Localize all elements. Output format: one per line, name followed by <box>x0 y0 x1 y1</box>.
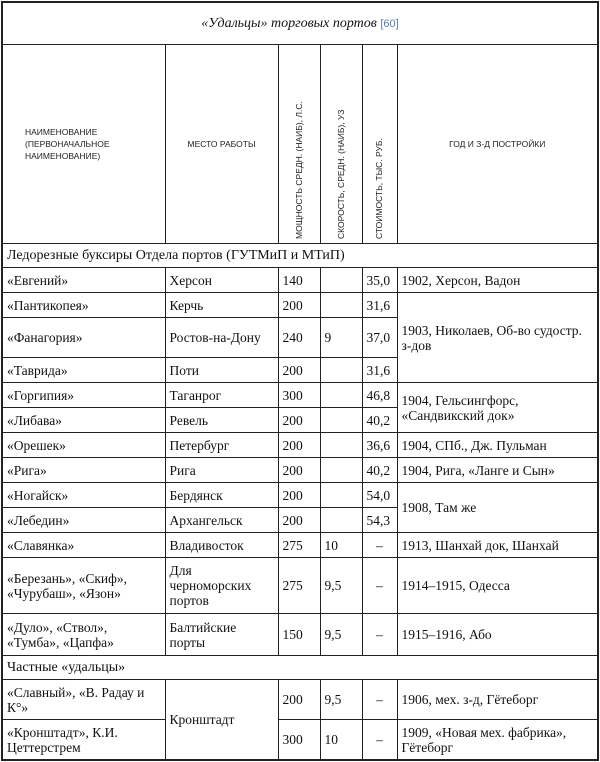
cell-year: 1902, Херсон, Вадон <box>397 268 597 293</box>
cell-speed: 9,5 <box>320 614 362 656</box>
table-row <box>3 614 597 656</box>
cell-speed: 9,5 <box>320 680 362 720</box>
cell-speed <box>320 408 362 433</box>
document <box>1 1 599 761</box>
header-row <box>3 45 597 244</box>
cell-year: 1906, мех. з-д, Гётеборг <box>397 680 597 720</box>
cell-year: 1913, Шанхай док, Шанхай <box>397 533 597 558</box>
cell-year: 1904, СПб., Дж. Пульман <box>397 433 597 458</box>
cell-power: 200 <box>278 358 320 383</box>
cell-power: 200 <box>278 433 320 458</box>
cell-place: Керчь <box>165 293 278 318</box>
cell-name: «Евгений» <box>3 268 165 293</box>
header-power: МОЩНОСТЬ СРЕДН. (НАИБ), Л.С. <box>293 101 304 239</box>
cell-year: 1903, Николаев, Об-во судостр. з-дов <box>397 293 597 383</box>
header-speed: СКОРОСТЬ, СРЕДН. (НАИБ), УЗ <box>335 109 346 239</box>
cell-cost: 40,2 <box>362 408 397 433</box>
table-row <box>3 483 597 508</box>
cell-cost: – <box>362 558 397 614</box>
cell-speed <box>320 358 362 383</box>
cell-place: Для черноморских портов <box>165 558 278 614</box>
cell-speed <box>320 483 362 508</box>
cell-power: 200 <box>278 508 320 533</box>
cell-place: Поти <box>165 358 278 383</box>
cell-year: 1904, Рига, «Ланге и Сын» <box>397 458 597 483</box>
cell-speed <box>320 383 362 408</box>
cell-speed <box>320 508 362 533</box>
cell-speed: 9 <box>320 318 362 358</box>
cell-speed <box>320 268 362 293</box>
table-row <box>3 533 597 558</box>
table-row <box>3 433 597 458</box>
cell-cost: 36,6 <box>362 433 397 458</box>
table-row <box>3 293 597 318</box>
cell-place: Владивосток <box>165 533 278 558</box>
table-row <box>3 268 597 293</box>
cell-place: Бердянск <box>165 483 278 508</box>
title-text: «Удальцы» торговых портов <box>201 16 377 31</box>
cell-name: «Славянка» <box>3 533 165 558</box>
cell-cost: 54,3 <box>362 508 397 533</box>
cell-power: 150 <box>278 614 320 656</box>
cell-cost: 37,0 <box>362 318 397 358</box>
cell-place: Таганрог <box>165 383 278 408</box>
tugs-table <box>3 45 597 760</box>
cell-name: «Березань», «Скиф», «Чурубаш», «Язон» <box>3 558 165 614</box>
section-row <box>3 656 597 680</box>
cell-power: 275 <box>278 533 320 558</box>
table-row <box>3 383 597 408</box>
cell-place: Кронштадт <box>165 680 278 760</box>
cell-year: 1909, «Новая мех. фабрика», Гётеборг <box>397 720 597 760</box>
cell-name: «Орешек» <box>3 433 165 458</box>
table-title <box>3 3 597 45</box>
cell-name: «Горгипия» <box>3 383 165 408</box>
cell-place: Рига <box>165 458 278 483</box>
cell-name: «Либава» <box>3 408 165 433</box>
cell-name: «Кронштадт», К.И. Цеттерстрем <box>3 720 165 760</box>
cell-place: Балтийские порты <box>165 614 278 656</box>
header-place: МЕСТО РАБОТЫ <box>165 45 278 244</box>
cell-cost: – <box>362 680 397 720</box>
cell-name: «Таврида» <box>3 358 165 383</box>
cell-name: «Лебедин» <box>3 508 165 533</box>
cell-speed: 10 <box>320 533 362 558</box>
header-power-cell <box>278 45 320 244</box>
header-name: НАИМЕНОВАНИЕ (ПЕРВОНАЧАЛЬНОЕ НАИМЕНОВАНИЕ) <box>3 45 165 244</box>
cell-cost: 40,2 <box>362 458 397 483</box>
cell-power: 200 <box>278 483 320 508</box>
cell-year: 1908, Там же <box>397 483 597 533</box>
cell-speed <box>320 458 362 483</box>
cell-cost: 46,8 <box>362 383 397 408</box>
cell-power: 200 <box>278 408 320 433</box>
cell-cost: – <box>362 720 397 760</box>
cell-name: «Дуло», «Ствол», «Тумба», «Цапфа» <box>3 614 165 656</box>
table-row <box>3 680 597 720</box>
cell-speed <box>320 293 362 318</box>
cell-power: 200 <box>278 458 320 483</box>
table-row <box>3 458 597 483</box>
cell-name: «Фанагория» <box>3 318 165 358</box>
cell-cost: 31,6 <box>362 358 397 383</box>
header-cost-cell <box>362 45 397 244</box>
cell-year: 1914–1915, Одесса <box>397 558 597 614</box>
cell-place: Архангельск <box>165 508 278 533</box>
table-row <box>3 720 597 760</box>
cell-name: «Рига» <box>3 458 165 483</box>
cell-cost: 35,0 <box>362 268 397 293</box>
cell-power: 200 <box>278 293 320 318</box>
cell-power: 240 <box>278 318 320 358</box>
cell-power: 300 <box>278 720 320 760</box>
cell-year: 1904, Гельсингфорс, «Сандвикский док» <box>397 383 597 433</box>
cell-power: 140 <box>278 268 320 293</box>
cell-speed <box>320 433 362 458</box>
cell-power: 200 <box>278 680 320 720</box>
section-title: Ледорезные буксиры Отдела портов (ГУТМиП и МТиП) <box>3 244 597 268</box>
cell-cost: 54,0 <box>362 483 397 508</box>
cell-place: Петербург <box>165 433 278 458</box>
section-row <box>3 244 597 268</box>
cell-year: 1915–1916, Або <box>397 614 597 656</box>
cell-place: Ростов-на-Дону <box>165 318 278 358</box>
cell-cost: – <box>362 614 397 656</box>
cell-name: «Славный», «В. Радау и К°» <box>3 680 165 720</box>
header-cost: СТОИМОСТЬ, ТЫС. РУБ. <box>374 138 384 239</box>
cell-name: «Пантикопея» <box>3 293 165 318</box>
table-row <box>3 558 597 614</box>
cell-speed: 9,5 <box>320 558 362 614</box>
reference-link[interactable]: [60] <box>380 18 399 30</box>
section-title: Частные «удальцы» <box>3 656 597 680</box>
cell-cost: – <box>362 533 397 558</box>
cell-place: Херсон <box>165 268 278 293</box>
header-year: ГОД И З-Д ПОСТРОЙКИ <box>397 45 597 244</box>
cell-speed: 10 <box>320 720 362 760</box>
cell-name: «Ногайск» <box>3 483 165 508</box>
cell-place: Ревель <box>165 408 278 433</box>
header-speed-cell <box>320 45 362 244</box>
cell-power: 275 <box>278 558 320 614</box>
cell-power: 300 <box>278 383 320 408</box>
cell-cost: 31,6 <box>362 293 397 318</box>
